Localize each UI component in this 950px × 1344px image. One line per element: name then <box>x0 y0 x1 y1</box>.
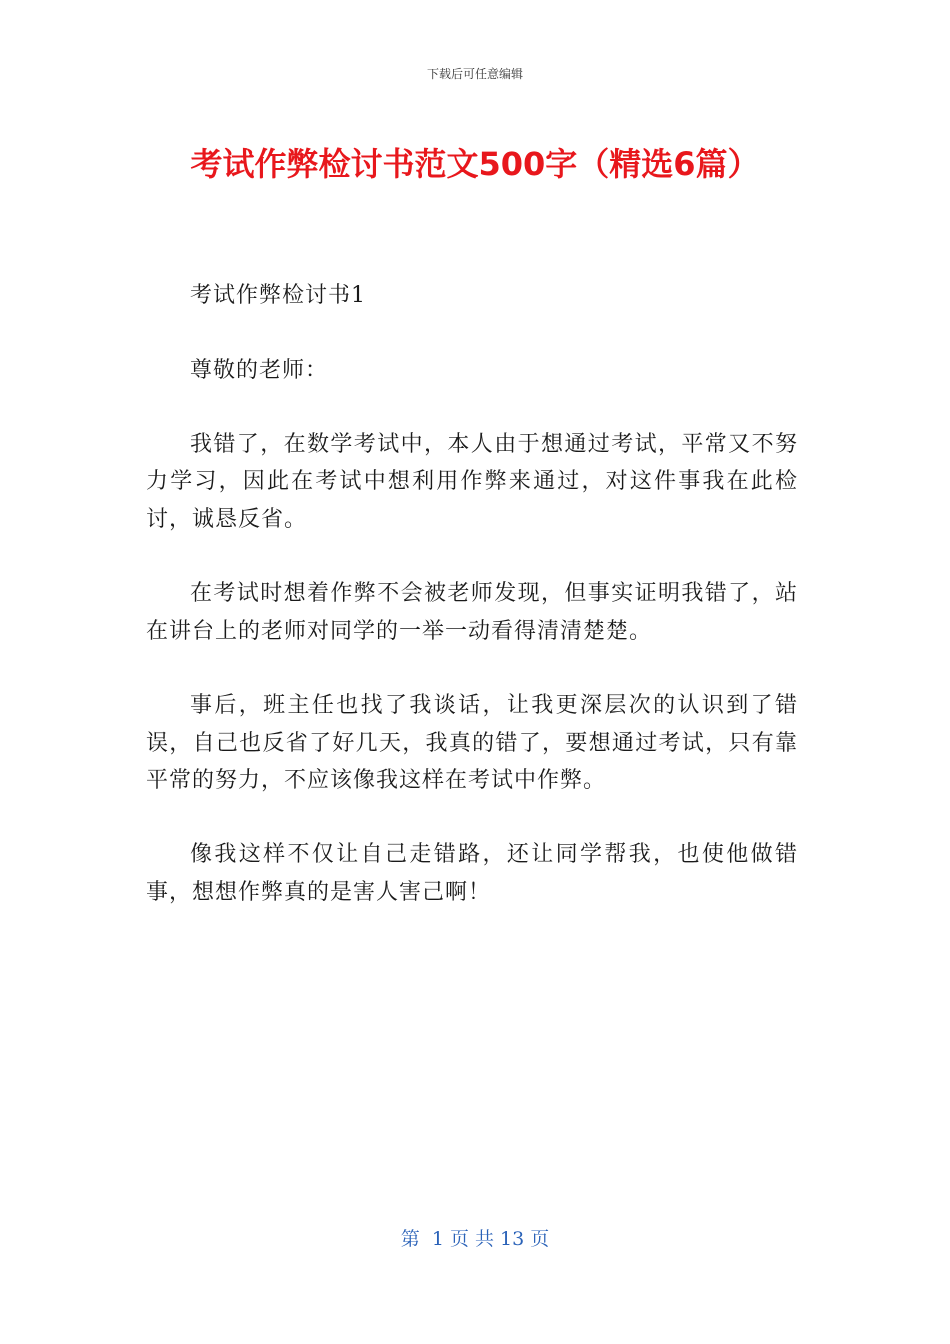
document-title: 考试作弊检讨书范文500字（精选6篇） <box>190 145 760 183</box>
document-body <box>146 277 798 948</box>
body-paragraph: 我错了，在数学考试中，本人由于想通过考试，平常又不努力学习，因此在考试中想利用作弊来通过，对这件事我在此检讨，诚恳反省。 <box>146 432 798 532</box>
salutation: 尊敬的老师： <box>190 357 329 383</box>
body-paragraph: 在考试时想着作弊不会被老师发现，但事实证明我错了，站在讲台上的老师对同学的一举一动看得清清楚楚。 <box>146 581 798 644</box>
section-heading: 考试作弊检讨书1 <box>190 283 366 308</box>
body-paragraph: 像我这样不仅让自己走错路，还让同学帮我，也使他做错事，想想作弊真的是害人害己啊！ <box>146 842 798 905</box>
header-note: 下载后可任意编辑 <box>426 67 523 81</box>
body-paragraph: 事后，班主任也找了我谈话，让我更深层次的认识到了错误，自己也反省了好几天，我真的错了，要想通过考试，只有靠平常的努力，不应该像我这样在考试中作弊。 <box>146 693 798 793</box>
page-number: 第 1 页 共 13 页 <box>400 1228 550 1250</box>
